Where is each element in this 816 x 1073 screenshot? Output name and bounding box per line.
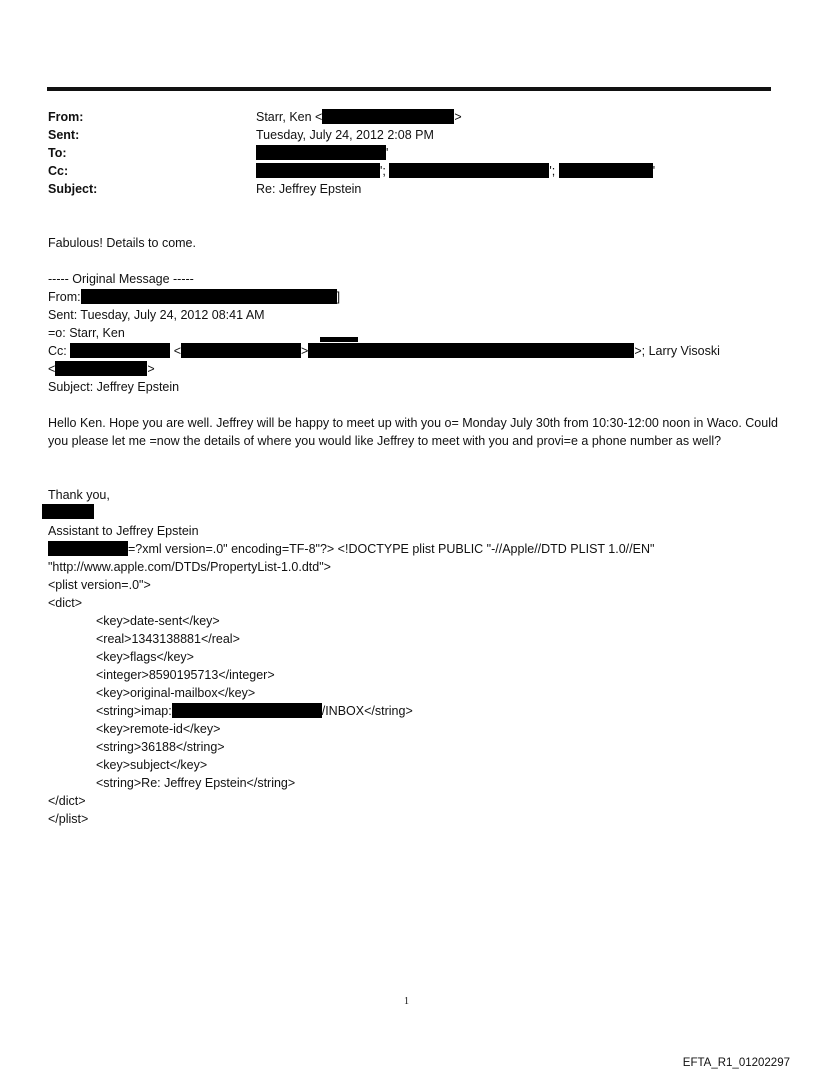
key-flags: <key>flags</key>: [96, 650, 194, 664]
key-remote-id: <key>remote-id</key>: [96, 722, 221, 736]
mailbox-prefix: <string>imap:: [96, 704, 172, 718]
value-original-mailbox: [96, 702, 413, 720]
header-rule: [47, 87, 771, 91]
redaction: [81, 289, 337, 304]
sent-value: Tuesday, July 24, 2012 2:08 PM: [256, 128, 434, 142]
redaction: [181, 343, 301, 358]
dict-close: </dict>: [48, 794, 86, 808]
dict-open: <dict>: [48, 596, 83, 610]
xml-declaration: =?xml version=.0" encoding=TF-8"?> <!DOCTYPE plist PUBLIC "-//Apple//DTD PLIST 1.0//EN": [128, 542, 655, 556]
original-from-label: From:: [48, 290, 81, 304]
redaction: [48, 541, 128, 556]
value-flags: <integer>8590195713</integer>: [96, 668, 275, 682]
original-cc-gt: >: [301, 344, 309, 358]
redaction: [256, 163, 380, 178]
page-number: 1: [404, 996, 409, 1007]
original-cc2-gt: >: [147, 362, 155, 376]
value-subject: <string>Re: Jeffrey Epstein</string>: [96, 776, 296, 790]
redaction: [256, 145, 389, 160]
from-label: From:: [48, 110, 84, 124]
original-cc-label: Cc:: [48, 344, 67, 358]
reply-text: Fabulous! Details to come.: [48, 236, 196, 250]
from-value-suffix: >: [454, 110, 462, 124]
from-value-prefix: Starr, Ken <: [256, 110, 323, 124]
to-value: [256, 144, 388, 162]
to-label: To:: [48, 146, 67, 160]
cc-value: [256, 162, 655, 180]
original-subject: Subject: Jeffrey Epstein: [48, 380, 180, 394]
key-date-sent: <key>date-sent</key>: [96, 614, 220, 628]
redaction: [55, 361, 147, 376]
redaction: [322, 109, 454, 124]
value-remote-id: <string>36188</string>: [96, 740, 225, 754]
xml-line-2: "http://www.apple.com/DTDs/PropertyList-1.0.dtd">: [48, 560, 331, 574]
redaction: [70, 343, 170, 358]
value-date-sent: <real>1343138881</real>: [96, 632, 240, 646]
from-value: [256, 108, 462, 126]
original-cc: [48, 342, 720, 360]
subject-value: Re: Jeffrey Epstein: [256, 182, 362, 196]
message-paragraph: Hello Ken. Hope you are well. Jeffrey will be happy to meet up with you o= Monday July 30th from 10:30-12:00 noon in Waco. Could you please let me =now the details of where you would like Jeffrey to meet with you and provi=e a phone number as well?: [48, 416, 778, 448]
original-sent: Sent: Tuesday, July 24, 2012 08:41 AM: [48, 308, 265, 322]
original-from: [48, 288, 340, 306]
redaction: [320, 337, 358, 342]
original-cc-end: >; Larry Visoski: [634, 344, 720, 358]
original-to: =o: Starr, Ken: [48, 326, 125, 340]
key-original-mailbox: <key>original-mailbox</key>: [96, 686, 256, 700]
original-cc2-lt: <: [48, 362, 56, 376]
bates-number: EFTA_R1_01202297: [682, 1057, 790, 1069]
cc-separator: ';: [380, 164, 386, 178]
redaction: [42, 504, 94, 519]
redaction: [559, 163, 656, 178]
redaction: [308, 343, 634, 358]
sent-label: Sent:: [48, 128, 80, 142]
signature-title: Assistant to Jeffrey Epstein: [48, 524, 199, 538]
plist-open: <plist version=.0">: [48, 578, 151, 592]
cc-separator: ';: [549, 164, 556, 178]
redaction: [172, 703, 322, 718]
original-message-marker: ----- Original Message -----: [48, 272, 194, 286]
to-suffix: ': [386, 146, 389, 160]
original-from-suffix: ]: [336, 290, 341, 304]
key-subject: <key>subject</key>: [96, 758, 208, 772]
original-cc-continued: [48, 360, 155, 378]
mailbox-suffix: /INBOX</string>: [321, 704, 413, 718]
plist-close: </plist>: [48, 812, 89, 826]
cc-label: Cc:: [48, 164, 69, 178]
original-cc-lt: <: [173, 344, 182, 358]
redaction: [389, 163, 549, 178]
xml-line-1: [48, 540, 654, 558]
subject-label: Subject:: [48, 182, 98, 196]
cc-suffix: ': [652, 164, 656, 178]
thanks-line: Thank you,: [48, 488, 110, 502]
